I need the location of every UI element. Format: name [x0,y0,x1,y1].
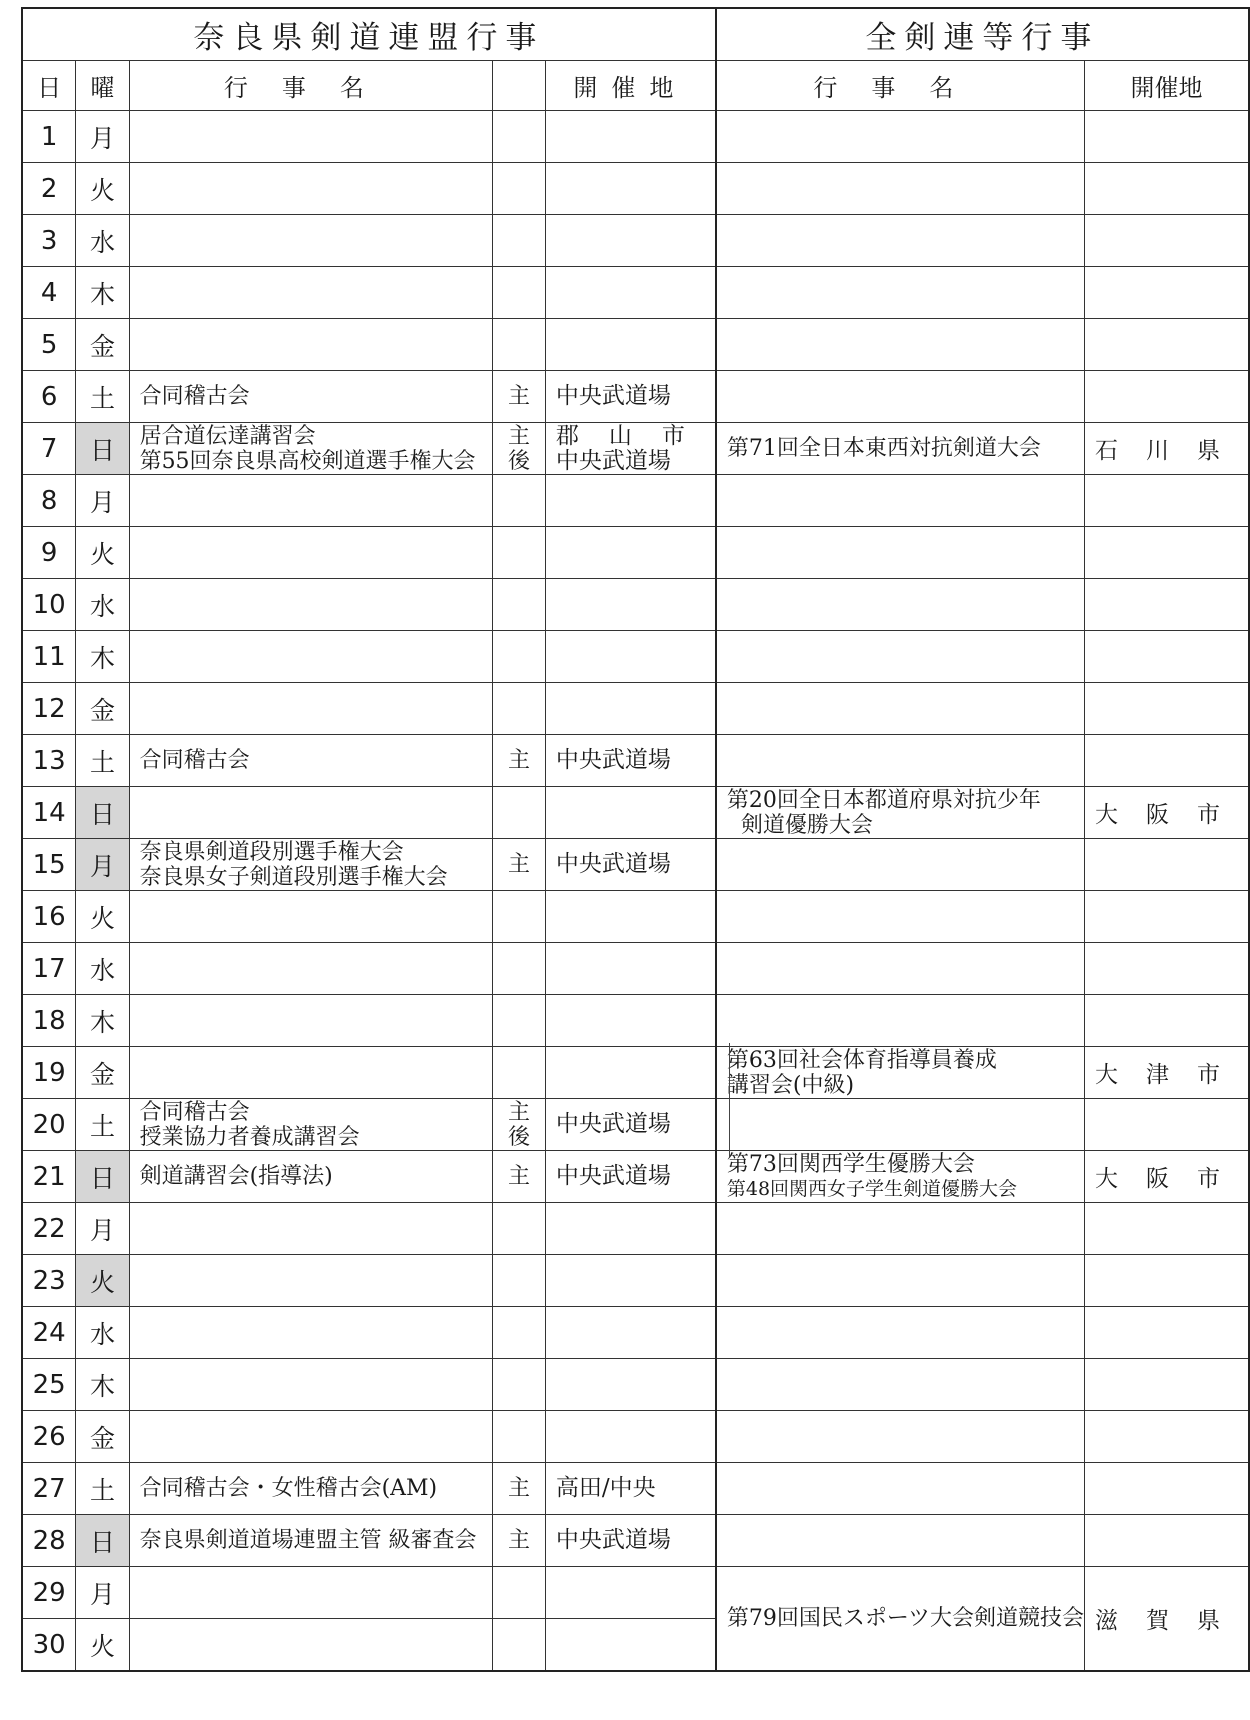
national-event-cell [716,735,1085,787]
venue-cell [545,1307,716,1359]
national-venue-cell [1084,475,1249,527]
venue-line: 中央武道場 [555,447,671,474]
weekday-cell: 日 [76,1515,129,1567]
national-event-cell [716,1567,1085,1672]
day-number: 13 [22,735,76,787]
day-number: 26 [22,1411,76,1463]
table-row [22,943,1249,995]
table-row [22,995,1249,1047]
national-event-line: 講習会(中級) [726,1072,855,1098]
event-name-cell [129,1411,493,1463]
venue-line: 郡山市 [555,422,715,449]
national-event-line: 剣道優勝大会 [740,812,873,838]
venue-cell [545,683,716,735]
table-row [22,1411,1249,1463]
event-name-cell [129,267,493,319]
venue-cell [545,1619,716,1672]
organizer-cell [493,683,546,735]
weekday-cell: 水 [76,1307,129,1359]
national-venue-cell: 大阪市 [1084,787,1249,839]
organizer-mark: 後 [508,1124,531,1150]
organizer-cell [493,371,546,423]
event-name-cell [129,891,493,943]
venue-cell [545,735,716,787]
weekday-cell: 木 [76,267,129,319]
table-row [22,1203,1249,1255]
national-venue-cell [1084,163,1249,215]
national-event-cell [716,839,1085,891]
national-event-cell [716,319,1085,371]
organizer-cell [493,1619,546,1672]
national-event-cell [716,787,1085,839]
weekday-cell: 月 [76,839,129,891]
venue-cell [545,215,716,267]
event-name-cell [129,1515,493,1567]
day-number: 24 [22,1307,76,1359]
weekday-cell: 木 [76,1359,129,1411]
venue-cell [545,891,716,943]
weekday-cell: 火 [76,163,129,215]
day-number: 1 [22,111,76,163]
event-name-line: 奈良県剣道段別選手権大会 [139,839,404,865]
national-venue-cell [1084,735,1249,787]
day-number: 19 [22,1047,76,1099]
national-venue-cell: 石川県 [1084,423,1249,475]
venue-cell [545,943,716,995]
table-row [22,1047,1249,1099]
day-number: 22 [22,1203,76,1255]
organizer-cell [493,735,546,787]
event-name-cell [129,371,493,423]
venue-cell [545,1151,716,1203]
national-venue-cell [1084,1411,1249,1463]
event-name-line: 授業協力者養成講習会 [139,1124,360,1150]
table-row [22,1255,1249,1307]
weekday-cell: 日 [76,1151,129,1203]
national-venue-cell: 大阪市 [1084,1151,1249,1203]
organizer-cell [493,1047,546,1099]
organizer-cell [493,891,546,943]
event-name-line: 剣道講習会(指導法) [139,1164,333,1189]
national-venue-cell [1084,943,1249,995]
weekday-cell: 土 [76,1463,129,1515]
venue-header: 開催地 [545,61,716,111]
national-event-line: 第79回国民スポーツ大会剣道競技会 [726,1606,1084,1631]
venue-cell [545,1359,716,1411]
venue-cell [545,1515,716,1567]
day-number: 9 [22,527,76,579]
organizer-cell [493,267,546,319]
national-event-cell [716,891,1085,943]
weekday-cell: 水 [76,943,129,995]
table-row [22,579,1249,631]
table-row [22,1099,1249,1151]
day-number: 3 [22,215,76,267]
national-event-cell [716,1411,1085,1463]
national-venue-cell [1084,631,1249,683]
venue-cell [545,475,716,527]
weekday-cell: 金 [76,319,129,371]
weekday-cell: 日 [76,787,129,839]
table-row [22,371,1249,423]
event-name-cell [129,475,493,527]
organizer-cell [493,475,546,527]
column-header-row [22,61,1249,111]
organizer-cell [493,943,546,995]
table-row [22,319,1249,371]
day-number: 27 [22,1463,76,1515]
national-venue-cell [1084,839,1249,891]
event-name-line: 合同稽古会 [139,384,250,409]
event-name-cell [129,319,493,371]
venue-cell [545,1047,716,1099]
organizer-cell [493,1463,546,1515]
venue-cell [545,631,716,683]
national-event-line: 第20回全日本都道府県対抗少年 [726,787,1041,813]
organizer-cell [493,1203,546,1255]
organizer-cell [493,1359,546,1411]
day-number: 14 [22,787,76,839]
weekday-cell: 火 [76,891,129,943]
national-events-title: 全剣連等行事 [716,8,1249,61]
venue-cell [545,371,716,423]
weekday-cell: 火 [76,1255,129,1307]
event-name-line: 合同稽古会 [139,1099,250,1125]
event-schedule-table [21,7,1250,1672]
venue-cell [545,527,716,579]
event-name-line: 合同稽古会・女性稽古会(AM) [139,1476,438,1501]
organizer-cell [493,1515,546,1567]
national-venue-cell: 大津市 [1084,1047,1249,1099]
event-name-header: 行事名 [129,61,493,111]
organizer-cell [493,839,546,891]
event-name-cell [129,527,493,579]
national-event-cell [716,423,1085,475]
table-row [22,423,1249,475]
weekday-cell: 木 [76,995,129,1047]
day-number: 30 [22,1619,76,1672]
national-event-cell [716,1359,1085,1411]
weekday-cell: 水 [76,579,129,631]
day-number: 8 [22,475,76,527]
title-row [22,8,1249,61]
national-venue-cell [1084,527,1249,579]
day-number: 28 [22,1515,76,1567]
national-event-cell [716,267,1085,319]
national-venue-cell [1084,1359,1249,1411]
organizer-cell [493,527,546,579]
event-name-cell [129,995,493,1047]
event-name-cell [129,1047,493,1099]
organizer-cell [493,995,546,1047]
organizer-mark: 主 [508,384,531,409]
day-number: 12 [22,683,76,735]
national-venue-cell [1084,111,1249,163]
venue-cell [545,1099,716,1151]
day-number: 29 [22,1567,76,1619]
table-row [22,683,1249,735]
event-name-cell [129,111,493,163]
event-name-cell [129,423,493,475]
day-number: 5 [22,319,76,371]
weekday-cell: 月 [76,1203,129,1255]
event-name-cell [129,163,493,215]
weekday-cell: 月 [76,1567,129,1619]
venue-cell [545,267,716,319]
organizer-cell [493,1099,546,1151]
national-event-cell [716,163,1085,215]
national-venue-header: 開催地 [1084,61,1249,111]
national-event-cell [716,475,1085,527]
venue-cell [545,163,716,215]
event-name-cell [129,1203,493,1255]
national-event-cell [716,371,1085,423]
event-name-cell [129,1307,493,1359]
organizer-cell [493,1307,546,1359]
national-venue-cell [1084,1255,1249,1307]
weekday-cell: 火 [76,1619,129,1672]
day-number: 17 [22,943,76,995]
event-name-cell [129,1359,493,1411]
national-event-line: 第73回関西学生優勝大会 [726,1151,975,1177]
event-name-cell [129,1255,493,1307]
table-row [22,787,1249,839]
day-number: 7 [22,423,76,475]
table-row [22,163,1249,215]
weekday-cell: 金 [76,683,129,735]
event-name-line: 奈良県剣道道場連盟主管 級審査会 [139,1528,477,1553]
national-event-cell [716,579,1085,631]
national-event-cell [716,1515,1085,1567]
day-number: 2 [22,163,76,215]
event-name-cell [129,1099,493,1151]
national-venue-cell [1084,1203,1249,1255]
national-venue-cell [1084,579,1249,631]
national-venue-cell [1084,371,1249,423]
national-event-cell [716,1463,1085,1515]
organizer-cell [493,579,546,631]
weekday-cell: 月 [76,475,129,527]
table-row [22,839,1249,891]
national-venue-cell [1084,1099,1249,1151]
venue-line: 高田/中央 [555,1475,656,1501]
national-venue-cell [1084,995,1249,1047]
event-name-cell [129,735,493,787]
table-row [22,1515,1249,1567]
day-number: 20 [22,1099,76,1151]
table-row [22,527,1249,579]
national-venue-cell [1084,1515,1249,1567]
event-name-line: 居合道伝達講習会 [139,423,316,449]
table-row [22,1463,1249,1515]
day-number: 10 [22,579,76,631]
event-name-cell [129,943,493,995]
organizer-cell [493,319,546,371]
venue-line: 中央武道場 [555,1163,671,1189]
table-row [22,1567,1249,1619]
venue-line: 中央武道場 [555,747,671,773]
table-row [22,215,1249,267]
organizer-mark: 主 [508,1164,531,1189]
organizer-cell [493,631,546,683]
national-venue-cell [1084,683,1249,735]
venue-line: 中央武道場 [555,1111,671,1137]
venue-line: 中央武道場 [555,1527,671,1553]
national-event-line: 第48回関西女子学生剣道優勝大会 [726,1177,1018,1200]
organizer-mark: 主 [508,423,531,449]
national-event-cell [716,1203,1085,1255]
event-name-cell [129,839,493,891]
table-row [22,631,1249,683]
national-event-line: 第71回全日本東西対抗剣道大会 [726,436,1041,461]
venue-line: 中央武道場 [555,383,671,409]
organizer-mark: 主 [508,748,531,773]
national-event-name-header: 行事名 [716,61,1085,111]
national-venue-cell [1084,1307,1249,1359]
national-event-cell [716,631,1085,683]
day-number: 23 [22,1255,76,1307]
national-event-cell [716,683,1085,735]
venue-cell [545,1203,716,1255]
day-number: 11 [22,631,76,683]
organizer-mark: 後 [508,448,531,474]
day-number: 25 [22,1359,76,1411]
weekday-cell: 土 [76,371,129,423]
event-name-cell [129,1567,493,1619]
national-venue-cell [1084,215,1249,267]
weekday-cell: 水 [76,215,129,267]
venue-cell [545,319,716,371]
day-number: 15 [22,839,76,891]
national-event-cell [716,995,1085,1047]
organizer-cell [493,1255,546,1307]
organizer-cell [493,423,546,475]
event-name-cell [129,1151,493,1203]
venue-cell [545,1411,716,1463]
national-event-cell [716,943,1085,995]
prefecture-events-title: 奈良県剣道連盟行事 [22,8,716,61]
organizer-cell [493,111,546,163]
table-row [22,267,1249,319]
table-row [22,1151,1249,1203]
weekday-cell: 土 [76,1099,129,1151]
venue-cell [545,111,716,163]
national-event-cell [716,1255,1085,1307]
weekday-cell: 火 [76,527,129,579]
venue-cell [545,423,716,475]
event-name-line: 第55回奈良県高校剣道選手権大会 [139,448,476,474]
national-event-cell [716,1307,1085,1359]
day-number: 16 [22,891,76,943]
table-row [22,1307,1249,1359]
event-name-cell [129,683,493,735]
day-header: 日 [22,61,76,111]
table-row [22,891,1249,943]
venue-cell [545,995,716,1047]
weekday-cell: 木 [76,631,129,683]
event-name-cell [129,1619,493,1672]
weekday-cell: 日 [76,423,129,475]
weekday-cell: 金 [76,1411,129,1463]
day-number: 18 [22,995,76,1047]
day-number: 4 [22,267,76,319]
national-event-cell [716,1099,1085,1151]
venue-cell [545,1463,716,1515]
organizer-cell [493,1151,546,1203]
national-event-cell [716,1047,1085,1099]
organizer-cell [493,215,546,267]
organizer-header [493,61,546,111]
national-event-cell [716,215,1085,267]
organizer-mark: 主 [508,1099,531,1125]
organizer-cell [493,787,546,839]
event-name-cell [129,579,493,631]
national-venue-cell [1084,267,1249,319]
organizer-mark: 主 [508,1528,531,1553]
weekday-header: 曜 [76,61,129,111]
organizer-mark: 主 [508,852,531,877]
venue-line: 中央武道場 [555,851,671,877]
venue-cell [545,787,716,839]
venue-cell [545,579,716,631]
day-number: 21 [22,1151,76,1203]
national-venue-cell [1084,1463,1249,1515]
venue-cell [545,1255,716,1307]
weekday-cell: 土 [76,735,129,787]
event-name-cell [129,631,493,683]
table-row [22,1359,1249,1411]
event-name-cell [129,787,493,839]
event-name-cell [129,1463,493,1515]
table-row [22,475,1249,527]
national-event-cell [716,111,1085,163]
national-venue-cell [1084,891,1249,943]
national-venue-cell: 滋賀県 [1084,1567,1249,1672]
schedule-body [22,111,1249,1672]
weekday-cell: 金 [76,1047,129,1099]
national-event-cell [716,1151,1085,1203]
event-name-line: 合同稽古会 [139,748,250,773]
venue-cell [545,839,716,891]
organizer-cell [493,1411,546,1463]
event-name-cell [129,215,493,267]
organizer-cell [493,1567,546,1619]
venue-cell [545,1567,716,1619]
national-event-cell [716,527,1085,579]
event-name-line: 奈良県女子剣道段別選手権大会 [139,864,448,890]
national-event-line: 第63回社会体育指導員養成 [726,1047,997,1073]
organizer-cell [493,163,546,215]
organizer-mark: 主 [508,1476,531,1501]
table-row [22,111,1249,163]
national-venue-cell [1084,319,1249,371]
weekday-cell: 月 [76,111,129,163]
table-row [22,735,1249,787]
day-number: 6 [22,371,76,423]
